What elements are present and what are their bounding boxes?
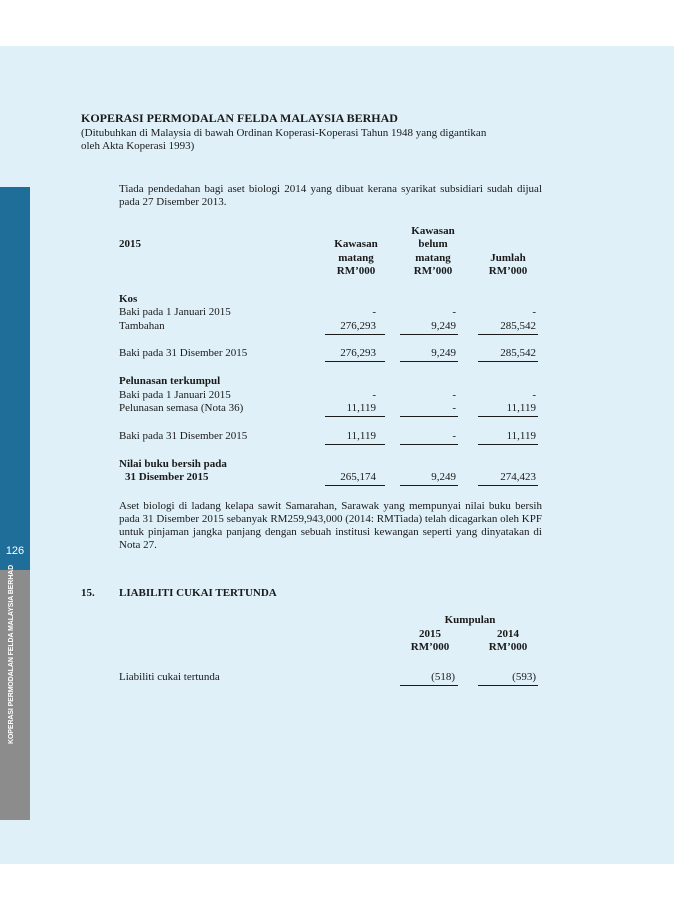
side-tab-blue	[0, 187, 30, 570]
note-paragraph: Aset biologi di ladang kelapa sawit Samarahan, Sarawak yang mempunyai nilai buku bersih pada 31 Disember 2015 sebanyak RM259,943,000 (2014: RMTiada) telah dicagarkan oleh KPF untuk pinjaman jangka panjang dengan sebuah institusi kewangan seperti yang dinyatakan di Nota 27.	[119, 500, 542, 551]
pelunasan-heading: Pelunasan terkumpul	[119, 375, 221, 387]
underline	[325, 485, 385, 486]
underline	[400, 361, 458, 362]
unit-2014-header: RM’000	[488, 641, 528, 653]
header-line-1: (Ditubuhkan di Malaysia di bawah Ordinan Koperasi-Koperasi Tahun 1948 yang digantikan	[81, 127, 487, 139]
underline	[400, 685, 458, 686]
row-tambahan-label: Tambahan	[119, 320, 165, 332]
row-tambahan-c3: 285,542	[500, 320, 536, 332]
row-nbv-c1: 265,174	[340, 471, 376, 483]
row-baki-jan2-label: Baki pada 1 Januari 2015	[119, 389, 231, 401]
page-number: 126	[5, 545, 25, 557]
underline	[400, 334, 458, 335]
underline	[478, 416, 538, 417]
row-baki-dis-c3: 285,542	[500, 347, 536, 359]
row-pelunasan-semasa-c3: 11,119	[506, 402, 536, 414]
year-2015-header: 2015	[419, 628, 441, 640]
deferred-tax-label: Liabiliti cukai tertunda	[119, 671, 220, 683]
col3-header-l2: Jumlah	[490, 252, 526, 264]
row-baki-dis2-c3: 11,119	[506, 430, 536, 442]
section-title: LIABILITI CUKAI TERTUNDA	[119, 587, 277, 599]
row-tambahan-c2: 9,249	[431, 320, 456, 332]
row-baki-dis2-c2: -	[452, 430, 456, 442]
underline	[400, 444, 458, 445]
row-tambahan-c1: 276,293	[340, 320, 376, 332]
year-2014-header: 2014	[497, 628, 519, 640]
org-title: KOPERASI PERMODALAN FELDA MALAYSIA BERHAD	[81, 111, 398, 125]
section-number: 15.	[81, 587, 95, 599]
col2-header-l1: belum	[418, 238, 448, 250]
row-baki-jan-label: Baki pada 1 Januari 2015	[119, 306, 231, 318]
col2-header-l3: RM’000	[413, 265, 453, 277]
underline	[325, 361, 385, 362]
row-baki-jan2-c3: -	[532, 389, 536, 401]
row-baki-dis-c1: 276,293	[340, 347, 376, 359]
deferred-tax-2015: (518)	[431, 671, 455, 683]
col1-header-l3: RM’000	[336, 265, 376, 277]
kos-heading: Kos	[119, 293, 138, 305]
underline	[325, 444, 385, 445]
col2-header-l0: Kawasan	[411, 225, 455, 237]
underline	[478, 361, 538, 362]
underline	[325, 334, 385, 335]
col1-header-l2: matang	[338, 252, 374, 264]
underline	[400, 485, 458, 486]
underline	[478, 334, 538, 335]
underline	[478, 685, 538, 686]
col1-header-l1: Kawasan	[334, 238, 378, 250]
side-tab-gray	[0, 570, 30, 820]
row-baki-jan-c3: -	[532, 306, 536, 318]
nbv-label-2: 31 Disember 2015	[125, 471, 209, 483]
row-pelunasan-semasa-c2: -	[452, 402, 456, 414]
row-baki-dis-label: Baki pada 31 Disember 2015	[119, 347, 248, 359]
row-nbv-c2: 9,249	[431, 471, 456, 483]
row-pelunasan-semasa-label: Pelunasan semasa (Nota 36)	[119, 402, 244, 414]
row-baki-dis-c2: 9,249	[431, 347, 456, 359]
row-baki-jan-c2: -	[452, 306, 456, 318]
row-baki-jan2-c1: -	[372, 389, 376, 401]
table-year: 2015	[119, 238, 141, 250]
underline	[400, 416, 458, 417]
row-baki-dis2-c1: 11,119	[346, 430, 376, 442]
header-line-2: oleh Akta Koperasi 1993)	[81, 140, 195, 152]
nbv-label-1: Nilai buku bersih pada	[119, 458, 227, 470]
group-header: Kumpulan	[444, 614, 496, 626]
row-baki-jan-c1: -	[372, 306, 376, 318]
deferred-tax-2014: (593)	[512, 671, 536, 683]
underline	[478, 444, 538, 445]
intro-paragraph: Tiada pendedahan bagi aset biologi 2014 yang dibuat kerana syarikat subsidiari sudah dijual pada 27 Disember 2013.	[119, 183, 542, 208]
underline	[478, 485, 538, 486]
underline	[325, 416, 385, 417]
row-nbv-c3: 274,423	[500, 471, 536, 483]
unit-2015-header: RM’000	[410, 641, 450, 653]
vertical-org-name: KOPERASI PERMODALAN FELDA MALAYSIA BERHAD	[8, 564, 15, 744]
row-baki-dis2-label: Baki pada 31 Disember 2015	[119, 430, 248, 442]
row-pelunasan-semasa-c1: 11,119	[346, 402, 376, 414]
row-baki-jan2-c2: -	[452, 389, 456, 401]
col2-header-l2: matang	[415, 252, 451, 264]
page-background	[0, 46, 674, 864]
col3-header-l3: RM’000	[488, 265, 528, 277]
